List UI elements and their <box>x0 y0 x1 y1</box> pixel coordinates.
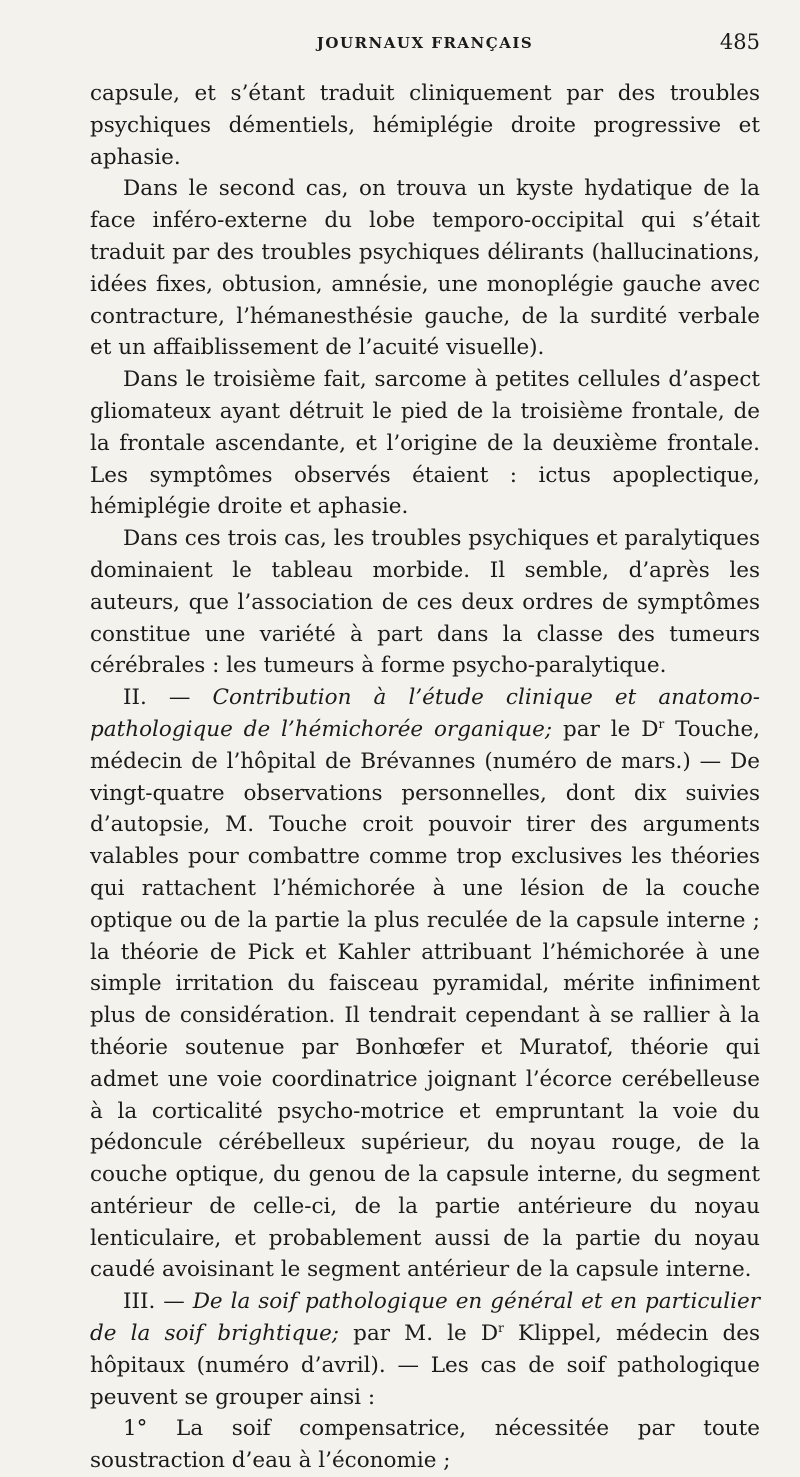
running-head <box>90 30 760 70</box>
section-ii-text: Touche, médecin de l’hôpital de Brévannes (numéro de mars.) — De vingt-quatre observations personnelles, dont dix suivies d’autopsie, M. Touche croit pouvoir tirer des arguments valables pour combattre comme trop exclusives les théories qui rattachent l’hémichorée à une lésion de la couche optique ou de la partie la plus reculée de la capsule interne ; la théorie de Pick et Kahler attribuant l’hémichorée à une simple irritation du faisceau pyramidal, mérite infiniment plus de considération. Il tendrait cependant à se rallier à la théorie soutenue par Bonhœfer et Muratof, théorie qui admet une voie coordinatrice joignant l’écorce cerébelleuse à la corticalité psycho-motrice et empruntant la voie du pédoncule cérébelleux supérieur, du noyau rouge, de la couche optique, du genou de la capsule interne, du segment antérieur de celle-ci, de la partie antérieure du noyau lenticulaire, et probablement aussi de la partie du noyau caudé avoisinant le segment antérieur de la capsule interne. <box>90 716 761 1283</box>
section-iii-title: De la soif pathologique en général et en particulier de la soif brightique; <box>90 1289 760 1347</box>
section-ii-title: Contribution à l’étude clinique et anatomo-pathologique de l’hémichorée organique; <box>90 685 760 742</box>
section-ii-number: II. — <box>123 685 213 711</box>
section-ii-author-prefix: par le D <box>552 716 659 742</box>
section-iii-number: III. — <box>123 1289 193 1315</box>
section-iii-author-prefix: par M. le D <box>339 1321 499 1347</box>
page-number: 485 <box>719 30 760 54</box>
paragraph-continuation: capsule, et s’étant traduit cliniquement par des troubles psychiques démentiels, hémiplégie droite progressive et aphasie. <box>90 81 760 170</box>
section-ii-sup: r <box>658 716 665 731</box>
section-ii-paragraph <box>90 682 760 1286</box>
paragraph-summary: Dans ces trois cas, les troubles psychiques et paralytiques dominaient le tableau morbide. Il semble, d’après les auteurs, que l’association de ces deux ordres de symptômes constitue une variété à part dans la classe des tumeurs cérébrales : les tumeurs à forme psycho-paralytique. <box>90 526 760 679</box>
body-text <box>90 78 760 1477</box>
list-item-1: 1° La soif compensatrice, nécessitée par toute soustraction d’eau à l’économie ; <box>90 1416 760 1474</box>
paragraph-third-case: Dans le troisième fait, sarcome à petites cellules d’aspect gliomateux ayant détruit le pied de la troisième frontale, de la frontale ascendante, et l’origine de la deuxième frontale. Les symptômes observés étaient : ictus apoplectique, hémiplégie droite et aphasie. <box>90 367 760 520</box>
section-iii-text: Klippel, médecin des hôpitaux (numéro d’avril). — Les cas de soif pathologique peuvent se grouper ainsi : <box>90 1321 760 1410</box>
paragraph-second-case: Dans le second cas, on trouva un kyste hydatique de la face inféro-externe du lobe temporo-occipital qui s’était traduit par des troubles psychiques délirants (hallucinations, idées fixes, obtusion, amnésie, une monoplégie gauche avec contracture, l’hémanesthésie gauche, de la surdité verbale et un affaiblissement de l’acuité visuelle). <box>90 176 760 361</box>
section-iii-paragraph <box>90 1286 760 1413</box>
section-iii-sup: r <box>498 1320 504 1335</box>
running-title: JOURNAUX FRANÇAIS <box>316 34 534 52</box>
